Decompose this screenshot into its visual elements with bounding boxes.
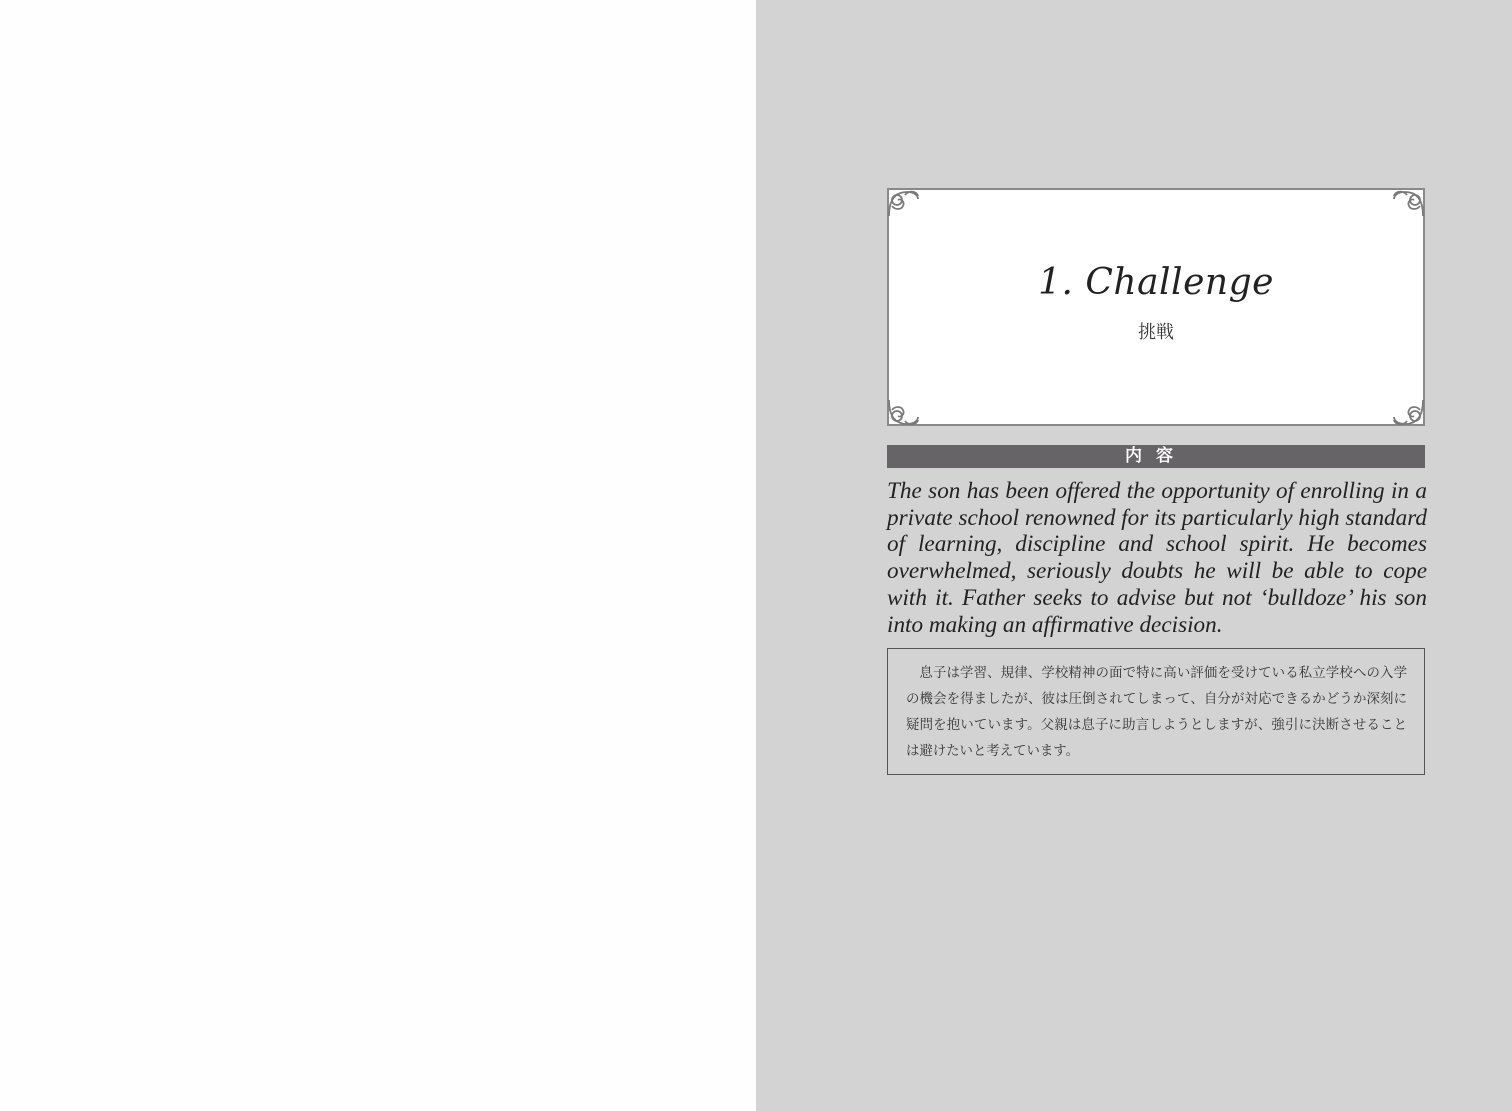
english-description: The son has been offered the opportunity of enrolling in a private school renowned for its particularly high standard of learning, discipline and school spirit. He becomes overwhelmed, seriously doubts he will be able to cope with it. Father seeks to advise but not ‘bulldoze’ his son into making an affirmative decision.	[887, 478, 1427, 638]
japanese-description: 息子は学習、規律、学校精神の面で特に高い評価を受けている私立学校への入学の機会を得ましたが、彼は圧倒されてしまって、自分が対応できるかどうか深刻に疑問を抱いています。父親は息子に助言しようとしますが、強引に決断させることは避けたいと考えています。	[906, 666, 1407, 759]
corner-ornament-icon	[1391, 394, 1427, 430]
chapter-title: 1. Challenge	[1038, 262, 1274, 303]
section-header-label: 内容	[1125, 446, 1187, 466]
title-frame	[887, 188, 1425, 426]
corner-ornament-icon	[885, 394, 921, 430]
corner-ornament-icon	[885, 186, 921, 222]
section-header-bar	[887, 445, 1425, 468]
corner-ornament-icon	[1391, 186, 1427, 222]
japanese-translation-box	[887, 648, 1425, 775]
chapter-subtitle: 挑戦	[1138, 322, 1174, 343]
